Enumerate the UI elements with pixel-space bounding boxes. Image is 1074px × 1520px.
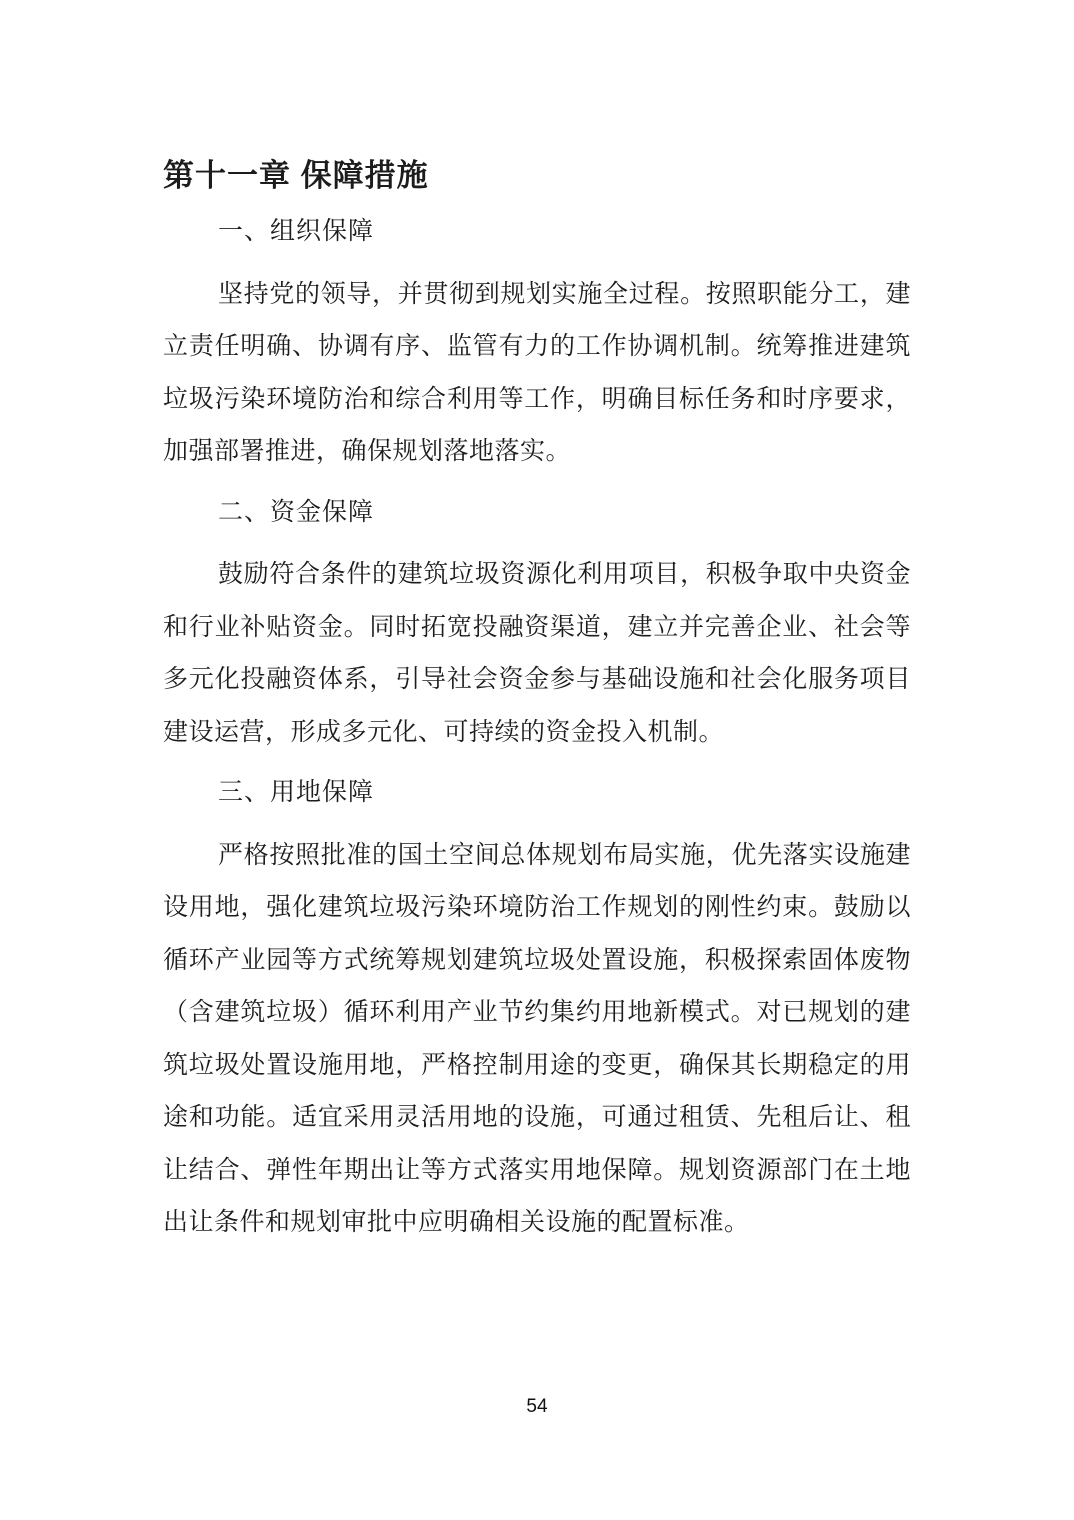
body-paragraph: 严格按照批准的国土空间总体规划布局实施，优先落实设施建设用地，强化建筑垃圾污染环境防治工作规划的刚性约束。鼓励以循环产业园等方式统筹规划建筑垃圾处置设施，积极探索固体废物（含建筑垃圾）循环利用产业节约集约用地新模式。对已规划的建筑垃圾处置设施用地，严格控制用途的变更，确保其长期稳定的用途和功能。适宜采用灵活用地的设施，可通过租赁、先租后让、租让结合、弹性年期出让等方式落实用地保障。规划资源部门在土地出让条件和规划审批中应明确相关设施的配置标准。 [163, 841, 911, 1236]
section-organizational-guarantee [163, 206, 911, 479]
body-paragraph: 坚持党的领导，并贯彻到规划实施全过程。按照职能分工，建立责任明确、协调有序、监管有力的工作协调机制。统筹推进建筑垃圾污染环境防治和综合利用等工作，明确目标任务和时序要求，加强部署推进，确保规划落地落实。 [163, 280, 911, 465]
section-land-guarantee [163, 767, 911, 1250]
section-heading: 一、组织保障 [218, 218, 375, 245]
section-funding-guarantee [163, 487, 911, 760]
chapter-title: 第十一章 保障措施 [163, 158, 429, 193]
page-number: 54 [526, 1396, 548, 1417]
page-content [163, 156, 911, 1250]
body-paragraph: 鼓励符合条件的建筑垃圾资源化利用项目，积极争取中央资金和行业补贴资金。同时拓宽投融资渠道，建立并完善企业、社会等多元化投融资体系，引导社会资金参与基础设施和社会化服务项目建设运营，形成多元化、可持续的资金投入机制。 [163, 561, 911, 746]
section-heading: 三、用地保障 [218, 779, 375, 806]
section-heading: 二、资金保障 [218, 498, 375, 526]
